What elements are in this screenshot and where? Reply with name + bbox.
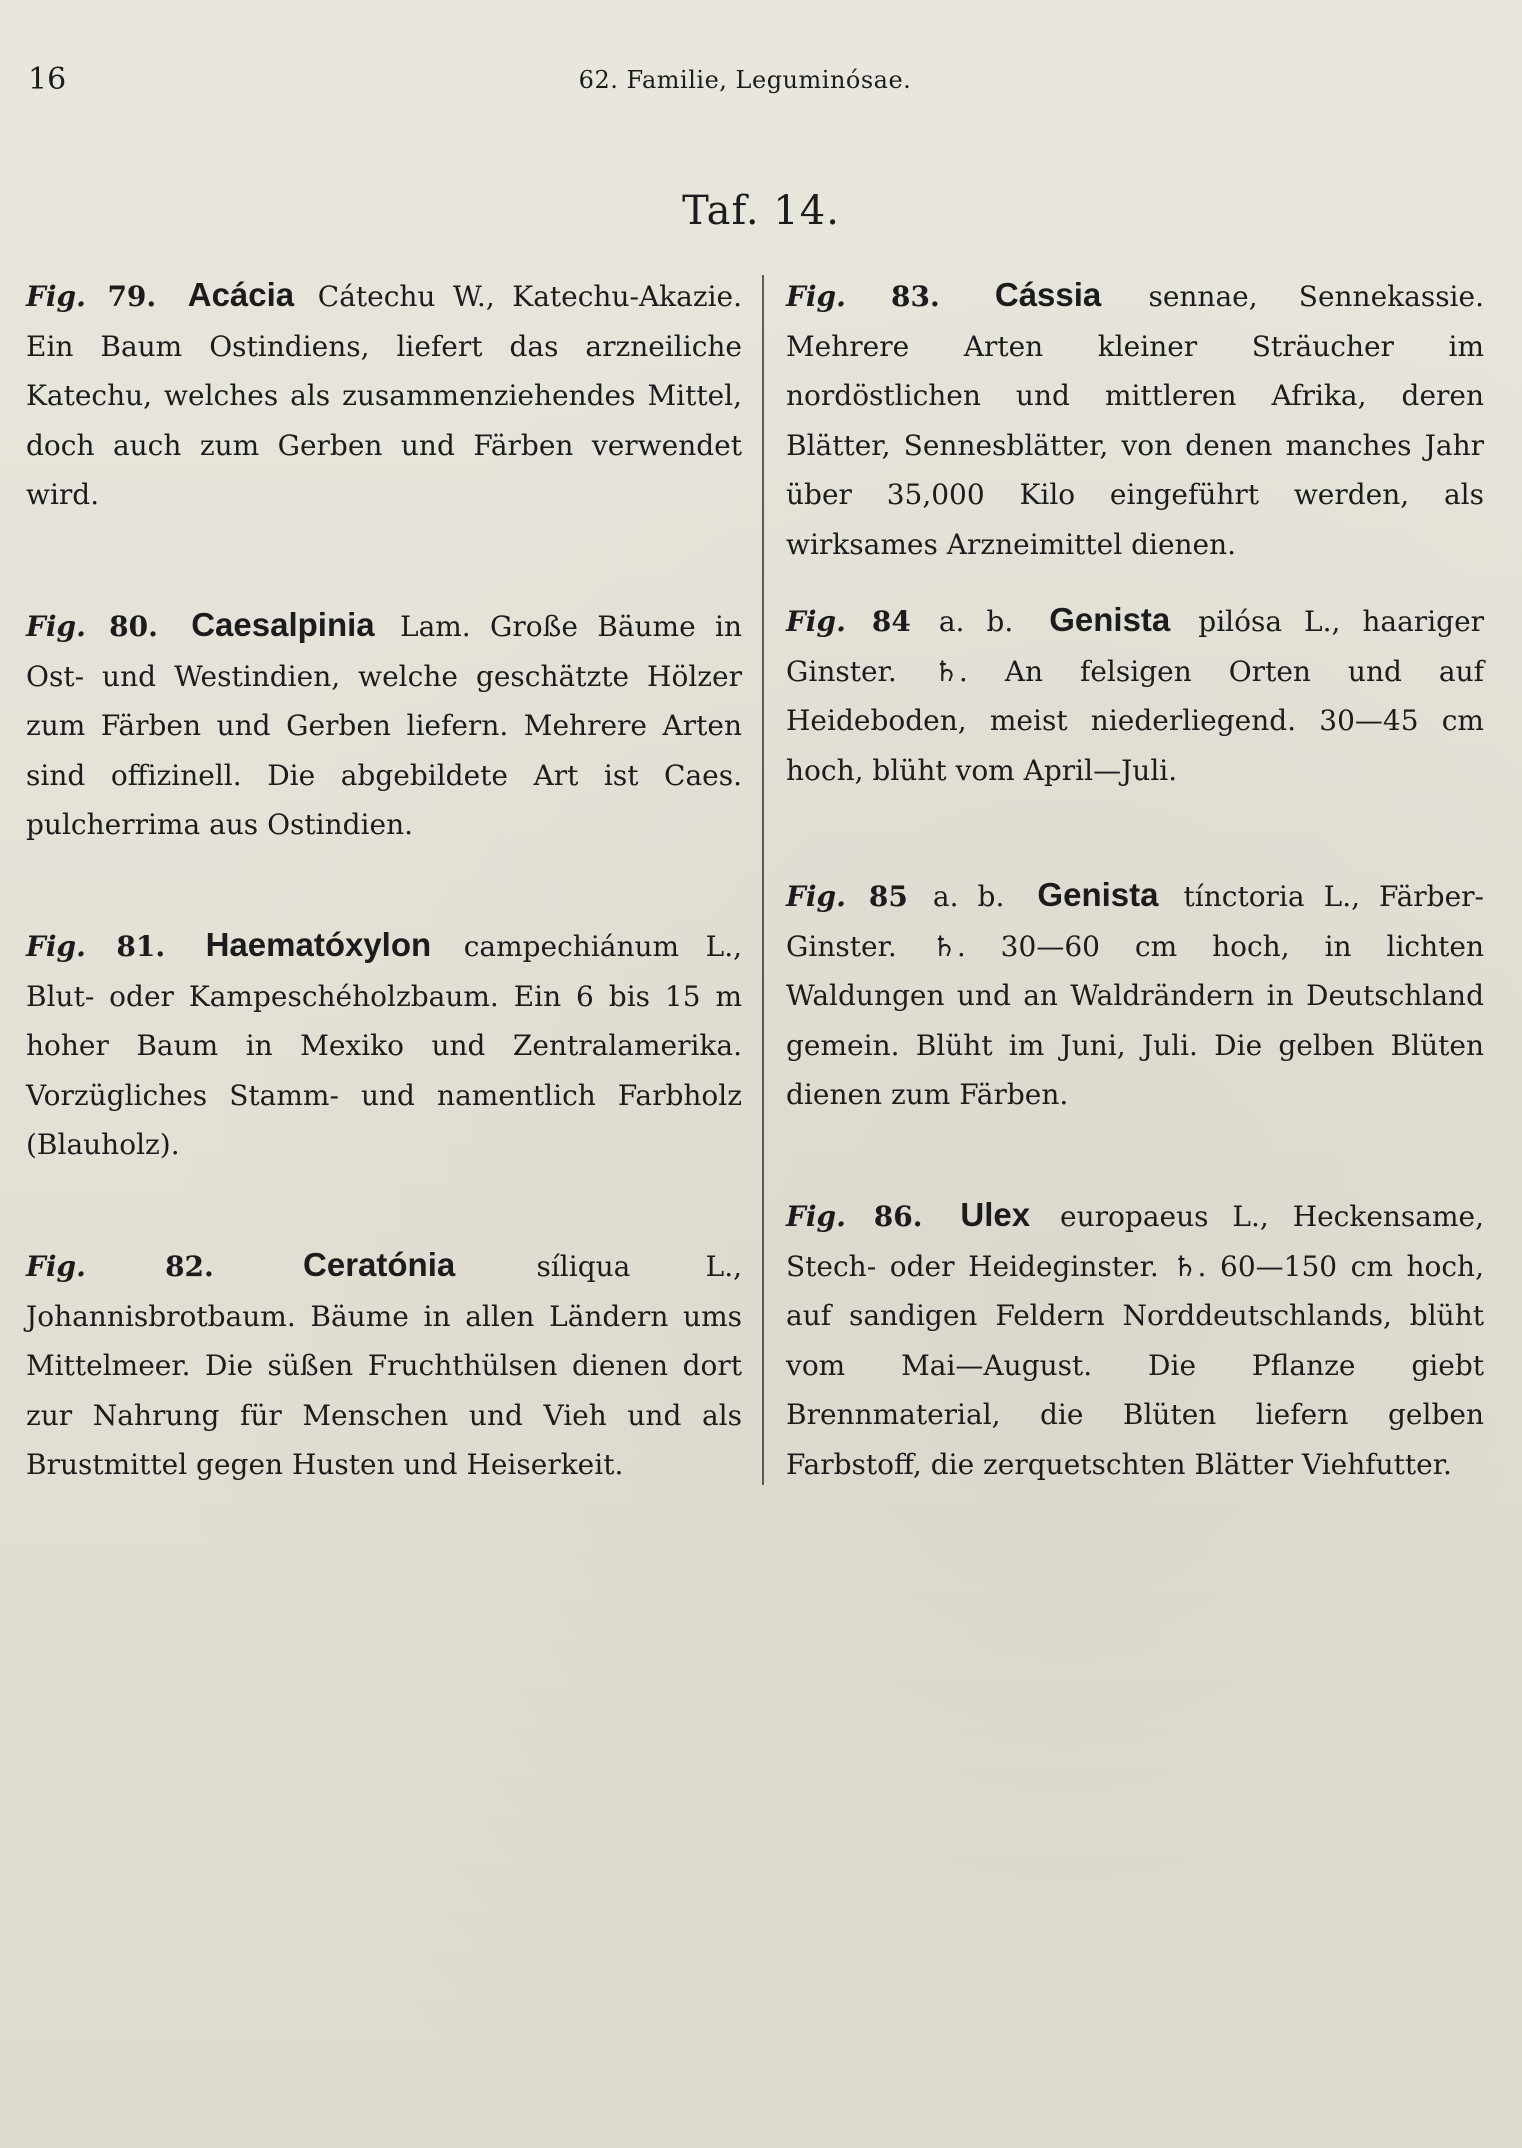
fig-number: 81. [116,930,166,963]
entry-text: sennae, Sennekassie. Mehrere Arten kleiner Sträucher im nordöstlichen und mittleren Afrika, deren Blätter, Sennesblätter, von denen manches Jahr über 35,000 Kilo eingeführt werden, als wirksames Arzneimittel dienen. [786,280,1484,561]
fig-number: 80. [109,610,158,643]
genus-name: Genista [1037,876,1159,913]
running-head: 62. Familie, Leguminósae. [578,66,912,94]
entry-text: Cátechu W., Katechu-Akazie. Ein Baum Ostindiens, liefert das arzneiliche Katechu, welches als zusammenziehendes Mittel, doch auch zum Gerben und Färben verwendet wird. [26,280,743,511]
fig-subparts: a. b. [932,880,1005,913]
plate-title: Taf. 14. [682,188,840,234]
fig-number: 86. [873,1200,923,1233]
fig-number: 83. [891,280,940,313]
entry-text: tínctoria L., Färber-Ginster. ♄. 30—60 cm hoch, in lichten Waldungen und an Waldrändern in Deutschland gemein. Blüht im Juni, Juli. Die gelben Blüten dienen zum Färben. [786,880,1484,1111]
entry-fig-79 [26,270,742,520]
entry-fig-85 [786,870,1484,1120]
fig-label: Fig. [786,605,846,638]
entry-fig-81 [26,920,742,1170]
entry-text: síliqua L., Johannisbrotbaum. Bäume in allen Ländern ums Mittelmeer. Die süßen Fruchthülsen dienen dort zur Nahrung für Menschen und Vieh und als Brustmittel gegen Husten und Heiserkeit. [26,1250,742,1481]
fig-label: Fig. [26,610,86,643]
genus-name: Ulex [960,1196,1031,1233]
fig-label: Fig. [26,280,86,313]
genus-name: Ceratónia [303,1246,456,1283]
page-header [28,62,1462,102]
entry-fig-83 [786,270,1484,569]
entry-fig-82 [26,1240,742,1490]
fig-label: Fig. [26,930,86,963]
fig-number: 85 [868,880,908,913]
entry-text: pilósa L., haariger Ginster. ♄. An felsigen Orten und auf Heideboden, meist niederliegend. 30—45 cm hoch, blüht vom April—Juli. [786,605,1485,787]
entry-fig-84 [786,595,1484,795]
entry-text: Lam. Große Bäume in Ost- und Westindien, welche geschätzte Hölzer zum Färben und Gerben liefern. Mehrere Arten sind offizinell. Die abgebildete Art ist Caes. pulcherrima aus Ostindien. [26,610,742,841]
genus-name: Genista [1049,601,1171,638]
entry-fig-80 [26,600,742,850]
fig-number: 79. [107,280,157,313]
column-divider [762,275,764,1485]
genus-name: Cássia [994,276,1102,313]
fig-number: 82. [165,1250,214,1283]
fig-label: Fig. [786,880,846,913]
entry-text: europaeus L., Heckensame, Stech- oder Heideginster. ♄. 60—150 cm hoch, auf sandigen Feldern Norddeutschlands, blüht vom Mai—August. Die Pflanze giebt Brennmaterial, die Blüten liefern gelben Farbstoff, die zerquetschten Blätter Viehfutter. [786,1200,1485,1481]
genus-name: Haematóxylon [205,926,432,963]
fig-label: Fig. [786,1200,846,1233]
entry-text: campechiánum L., Blut- oder Kampeschéholzbaum. Ein 6 bis 15 m hoher Baum in Mexiko und Zentralamerika. Vorzügliches Stamm- und namentlich Farbholz (Blauholz). [26,930,742,1161]
fig-label: Fig. [786,280,846,313]
fig-subparts: a. b. [938,605,1014,638]
entry-fig-86 [786,1190,1484,1489]
genus-name: Caesalpinia [191,606,375,643]
fig-number: 84 [871,605,911,638]
fig-label: Fig. [26,1250,86,1283]
genus-name: Acácia [187,276,295,313]
page-number: 16 [28,62,67,97]
